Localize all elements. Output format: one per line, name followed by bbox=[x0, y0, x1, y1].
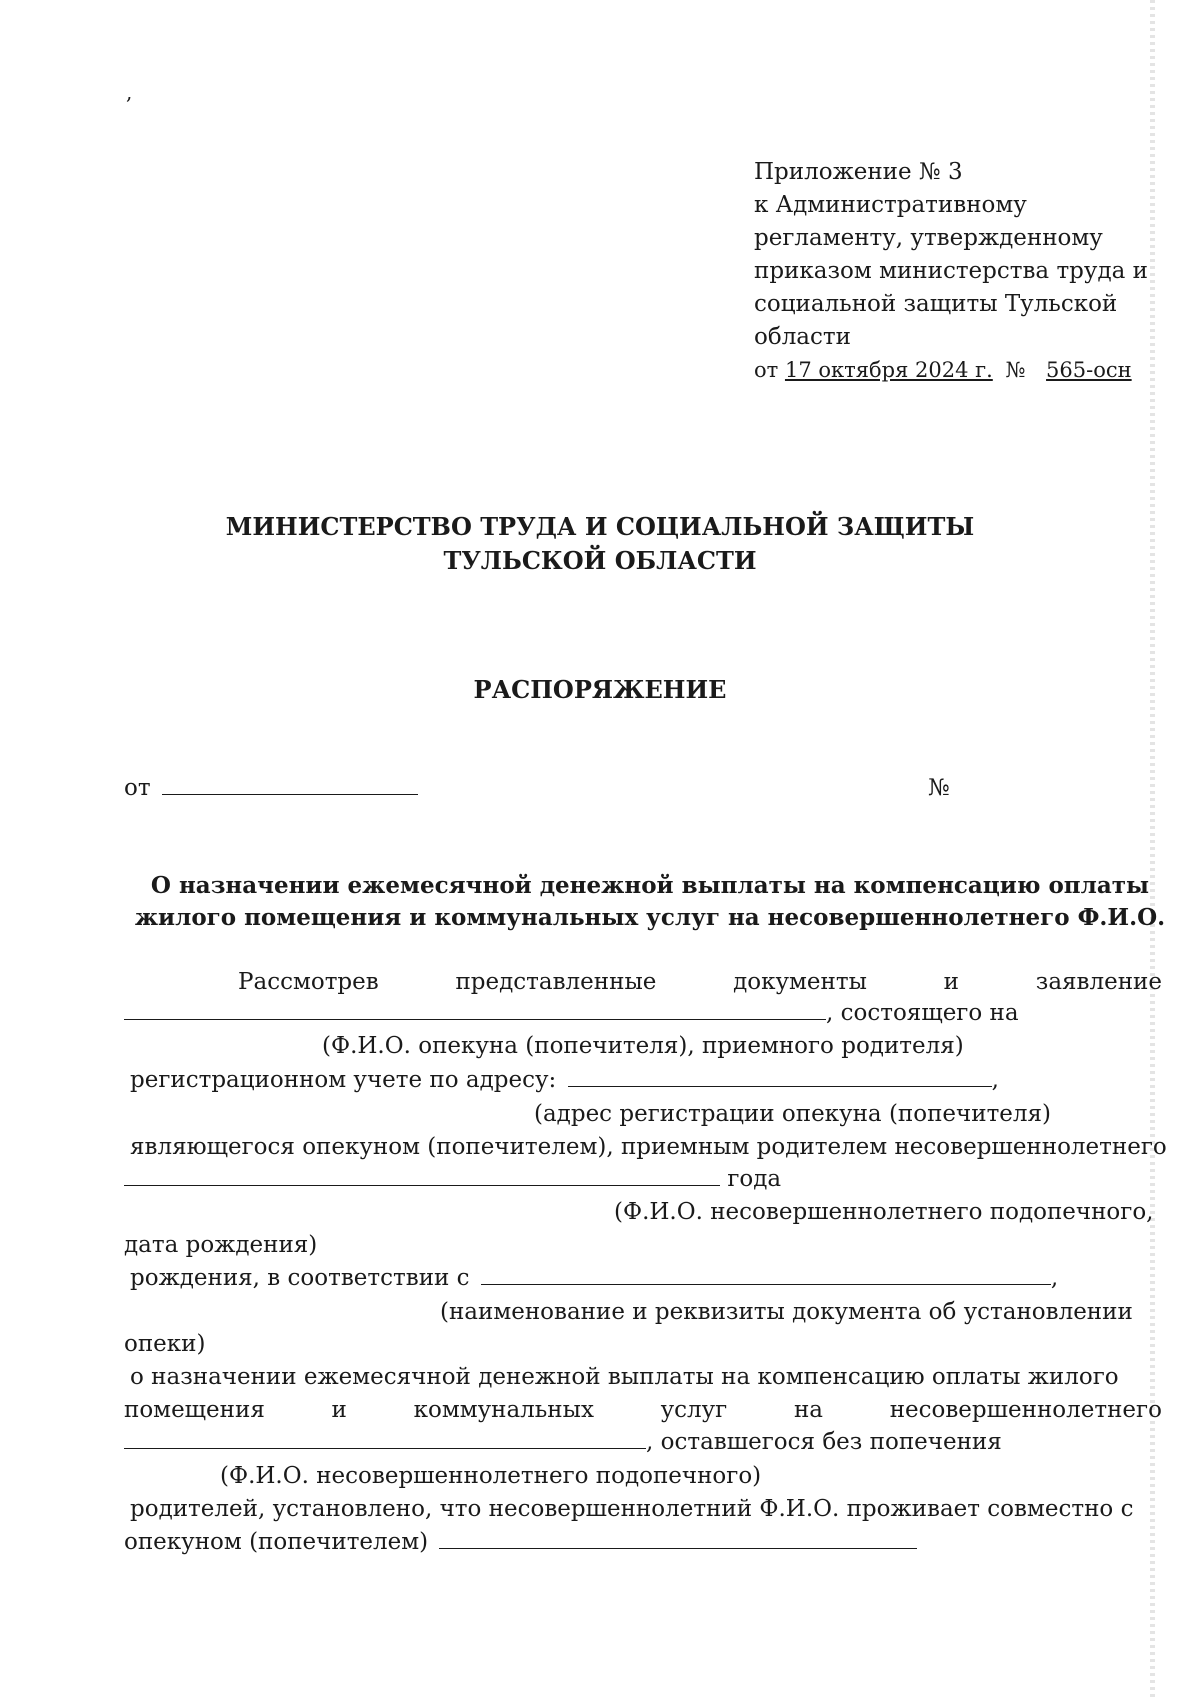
stray-mark: , bbox=[126, 80, 133, 104]
scan-page-edge bbox=[1150, 0, 1155, 1697]
body-line-4 bbox=[130, 1064, 999, 1097]
subject-line2: жилого помещения и коммунальных услуг на несовершеннолетнего Ф.И.О. bbox=[134, 904, 1166, 931]
subject-line1: О назначении ежемесячной денежной выплаты на компенсацию оплаты bbox=[150, 872, 1150, 899]
body-text: , состоящего на bbox=[826, 1000, 1019, 1026]
appendix-date-prefix: от bbox=[754, 358, 779, 382]
body-text: года bbox=[727, 1166, 782, 1192]
guardianship-caption-end: опеки) bbox=[124, 1331, 206, 1357]
body-text: , bbox=[991, 1067, 999, 1093]
cohabitation-blank bbox=[439, 1530, 917, 1549]
appendix-number-sign: № bbox=[1005, 358, 1026, 382]
body-line-14 bbox=[124, 1394, 1162, 1427]
guardianship-document-caption: (наименование и реквизиты документа об установлении bbox=[440, 1299, 1133, 1325]
appendix-line: регламенту, утвержденному bbox=[754, 225, 1103, 251]
order-number-sign: № bbox=[928, 775, 950, 801]
guardian-address-caption: (адрес регистрации опекуна (попечителя) bbox=[534, 1101, 1051, 1127]
body-word: документы bbox=[733, 969, 867, 995]
subject-heading bbox=[126, 870, 1174, 934]
body-text: , bbox=[1050, 1265, 1059, 1291]
minor-ward-blank bbox=[124, 1430, 646, 1449]
ministry-heading bbox=[0, 510, 1200, 578]
body-line-15 bbox=[124, 1426, 1002, 1459]
appendix-number: 565-осн bbox=[1046, 358, 1132, 382]
body-line-2 bbox=[124, 997, 1019, 1030]
body-word: несовершеннолетнего bbox=[889, 1397, 1162, 1423]
guardian-name-caption: (Ф.И.О. опекуна (попечителя), приемного родителя) bbox=[322, 1033, 964, 1059]
appendix-date-line bbox=[754, 354, 1148, 387]
body-word: на bbox=[793, 1397, 823, 1423]
body-line-1 bbox=[238, 966, 1162, 999]
appendix-block bbox=[754, 156, 1148, 387]
guardianship-document-blank bbox=[481, 1266, 1051, 1285]
appendix-line: области bbox=[754, 324, 851, 350]
order-date-row bbox=[124, 772, 418, 805]
minor-dob-caption: дата рождения) bbox=[124, 1232, 318, 1258]
appendix-line: приказом министерства труда и bbox=[754, 258, 1148, 284]
minor-name-caption: (Ф.И.О. несовершеннолетнего подопечного, bbox=[614, 1199, 1154, 1225]
order-date-blank bbox=[162, 776, 418, 795]
body-word: Рассмотрев bbox=[238, 969, 379, 995]
body-line-7 bbox=[124, 1163, 781, 1196]
body-word: и bbox=[331, 1397, 347, 1423]
body-word: заявление bbox=[1035, 969, 1162, 995]
minor-ward-caption: (Ф.И.О. несовершеннолетнего подопечного) bbox=[220, 1463, 762, 1489]
body-line-17: родителей, установлено, что несовершеннолетний Ф.И.О. проживает совместно с bbox=[130, 1496, 1134, 1522]
body-line-10 bbox=[130, 1262, 1058, 1295]
body-text: рождения, в соответствии с bbox=[130, 1265, 470, 1291]
body-text: опекуном (попечителем) bbox=[124, 1529, 429, 1555]
body-line-18 bbox=[124, 1526, 917, 1559]
ministry-heading-line2: ТУЛЬСКОЙ ОБЛАСТИ bbox=[443, 546, 757, 575]
appendix-date: 17 октября 2024 г. bbox=[784, 358, 993, 382]
appendix-line: к Административному bbox=[754, 192, 1027, 218]
body-word: услуг bbox=[660, 1397, 728, 1423]
appendix-line: социальной защиты Тульской bbox=[754, 291, 1118, 317]
body-word: коммунальных bbox=[413, 1397, 594, 1423]
body-word: представленные bbox=[455, 969, 657, 995]
guardian-address-blank bbox=[568, 1068, 992, 1087]
ministry-heading-line1: МИНИСТЕРСТВО ТРУДА И СОЦИАЛЬНОЙ ЗАЩИТЫ bbox=[225, 512, 975, 541]
appendix-line: Приложение № 3 bbox=[754, 159, 963, 185]
body-word: и bbox=[943, 969, 960, 995]
body-text: , оставшегося без попечения bbox=[646, 1429, 1002, 1455]
body-text: регистрационном учете по адресу: bbox=[130, 1067, 557, 1093]
document-type-title: РАСПОРЯЖЕНИЕ bbox=[473, 675, 727, 704]
body-line-6: являющегося опекуном (попечителем), приемным родителем несовершеннолетнего bbox=[130, 1134, 1167, 1160]
minor-name-blank bbox=[124, 1167, 720, 1186]
order-date-prefix: от bbox=[124, 775, 151, 801]
guardian-name-blank bbox=[124, 1001, 826, 1020]
body-line-13: о назначении ежемесячной денежной выплаты на компенсацию оплаты жилого bbox=[130, 1364, 1119, 1390]
body-word: помещения bbox=[124, 1397, 265, 1423]
